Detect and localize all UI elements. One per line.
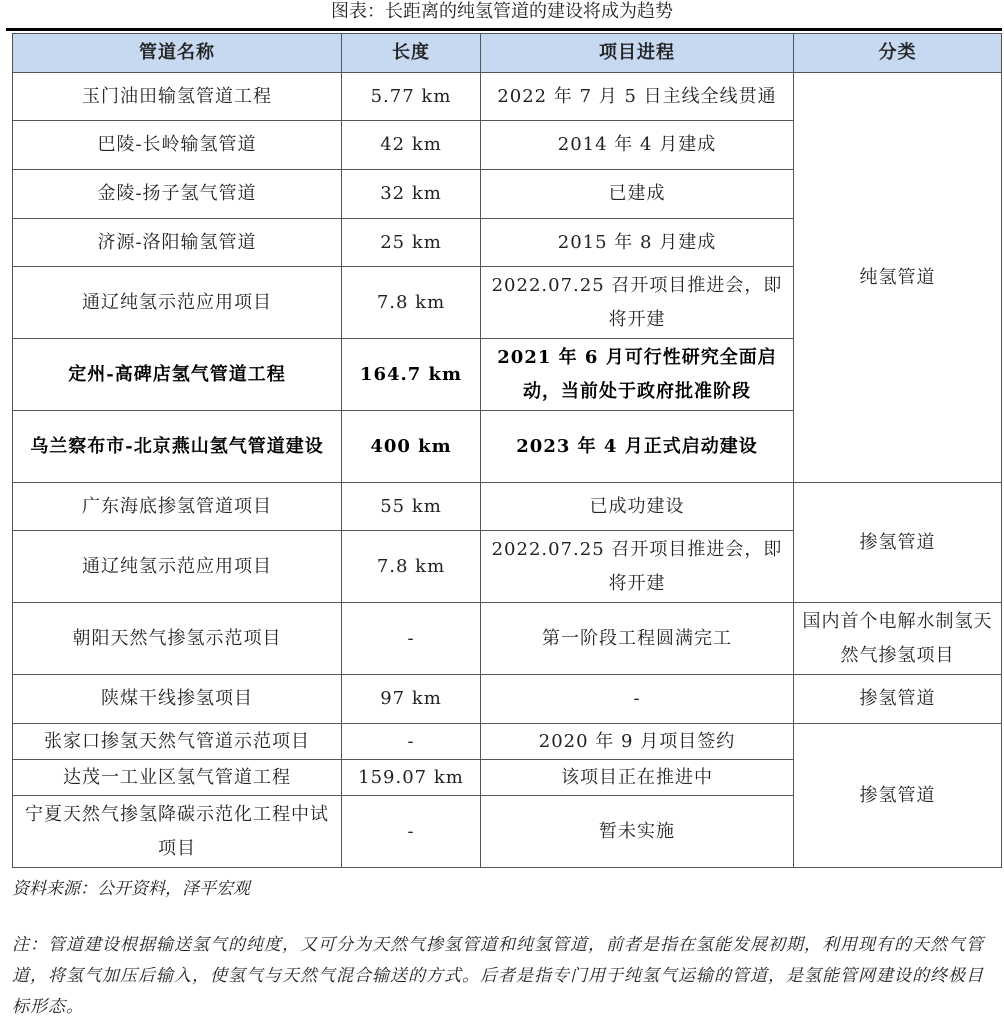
pipeline-progress: 2014 年 4 月建成 <box>481 121 794 170</box>
header-progress: 项目进程 <box>481 34 794 73</box>
pipeline-name: 朝阳天然气掺氢示范项目 <box>13 603 342 675</box>
header-category: 分类 <box>794 34 1002 73</box>
pipeline-name: 巴陵-长岭输氢管道 <box>13 121 342 170</box>
pipeline-progress: 2020 年 9 月项目签约 <box>481 724 794 760</box>
category-cell: 纯氢管道 <box>794 73 1002 483</box>
source-note: 资料来源：公开资料，泽平宏观 <box>12 879 250 899</box>
pipeline-length: 7.8 km <box>342 531 481 603</box>
category-cell: 掺氢管道 <box>794 483 1002 603</box>
header-row <box>13 34 1002 73</box>
pipeline-length: 25 km <box>342 219 481 267</box>
pipeline-length: 400 km <box>342 411 481 483</box>
table-row <box>13 675 1002 724</box>
table-row <box>13 724 1002 760</box>
pipeline-length: - <box>342 603 481 675</box>
pipeline-name: 定州-高碑店氢气管道工程 <box>13 339 342 411</box>
pipeline-length: 7.8 km <box>342 267 481 339</box>
pipeline-length: 97 km <box>342 675 481 724</box>
pipeline-progress: 已建成 <box>481 170 794 219</box>
top-rule <box>6 28 1002 31</box>
footnote: 注：管道建设根据输送氢气的纯度，又可分为天然气掺氢管道和纯氢管道，前者是指在氢能发展初期，利用现有的天然气管道，将氢气加压后输入，使氢气与天然气混合输送的方式。后者是指专门用于纯氢气运输的管道，是氢能管网建设的终极目标形态。 <box>12 935 984 1017</box>
pipeline-name: 玉门油田输氢管道工程 <box>13 73 342 121</box>
pipeline-length: 32 km <box>342 170 481 219</box>
pipeline-progress: 2021 年 6 月可行性研究全面启动，当前处于政府批准阶段 <box>481 339 794 411</box>
pipeline-name: 张家口掺氢天然气管道示范项目 <box>13 724 342 760</box>
pipeline-progress: 2022 年 7 月 5 日主线全线贯通 <box>481 73 794 121</box>
pipeline-name: 金陵-扬子氢气管道 <box>13 170 342 219</box>
pipeline-progress: 2015 年 8 月建成 <box>481 219 794 267</box>
pipeline-length: 159.07 km <box>342 760 481 796</box>
table-title: 图表：长距离的纯氢管道的建设将成为趋势 <box>331 1 673 22</box>
table-row <box>13 603 1002 675</box>
pipeline-length: 55 km <box>342 483 481 531</box>
pipeline-progress: 2023 年 4 月正式启动建设 <box>481 411 794 483</box>
pipeline-name: 通辽纯氢示范应用项目 <box>13 531 342 603</box>
pipeline-name: 济源-洛阳输氢管道 <box>13 219 342 267</box>
pipeline-progress: 2022.07.25 召开项目推进会，即将开建 <box>481 531 794 603</box>
pipeline-name: 宁夏天然气掺氢降碳示范化工程中试项目 <box>13 796 342 868</box>
header-length: 长度 <box>342 34 481 73</box>
pipeline-table <box>12 33 1002 868</box>
pipeline-length: - <box>342 724 481 760</box>
category-cell: 掺氢管道 <box>794 675 1002 724</box>
pipeline-length: 5.77 km <box>342 73 481 121</box>
pipeline-name: 陕煤干线掺氢项目 <box>13 675 342 724</box>
pipeline-progress: 暂未实施 <box>481 796 794 868</box>
pipeline-name: 达茂一工业区氢气管道工程 <box>13 760 342 796</box>
table-row <box>13 483 1002 531</box>
pipeline-length: - <box>342 796 481 868</box>
pipeline-progress: 第一阶段工程圆满完工 <box>481 603 794 675</box>
pipeline-progress: 该项目正在推进中 <box>481 760 794 796</box>
header-name: 管道名称 <box>13 34 342 73</box>
pipeline-progress: 2022.07.25 召开项目推进会，即将开建 <box>481 267 794 339</box>
pipeline-name: 通辽纯氢示范应用项目 <box>13 267 342 339</box>
pipeline-name: 广东海底掺氢管道项目 <box>13 483 342 531</box>
pipeline-length: 42 km <box>342 121 481 170</box>
table-row <box>13 73 1002 121</box>
category-cell: 国内首个电解水制氢天然气掺氢项目 <box>794 603 1002 675</box>
pipeline-length: 164.7 km <box>342 339 481 411</box>
pipeline-progress: 已成功建设 <box>481 483 794 531</box>
pipeline-progress: - <box>481 675 794 724</box>
pipeline-name: 乌兰察布市-北京燕山氢气管道建设 <box>13 411 342 483</box>
category-cell: 掺氢管道 <box>794 724 1002 868</box>
